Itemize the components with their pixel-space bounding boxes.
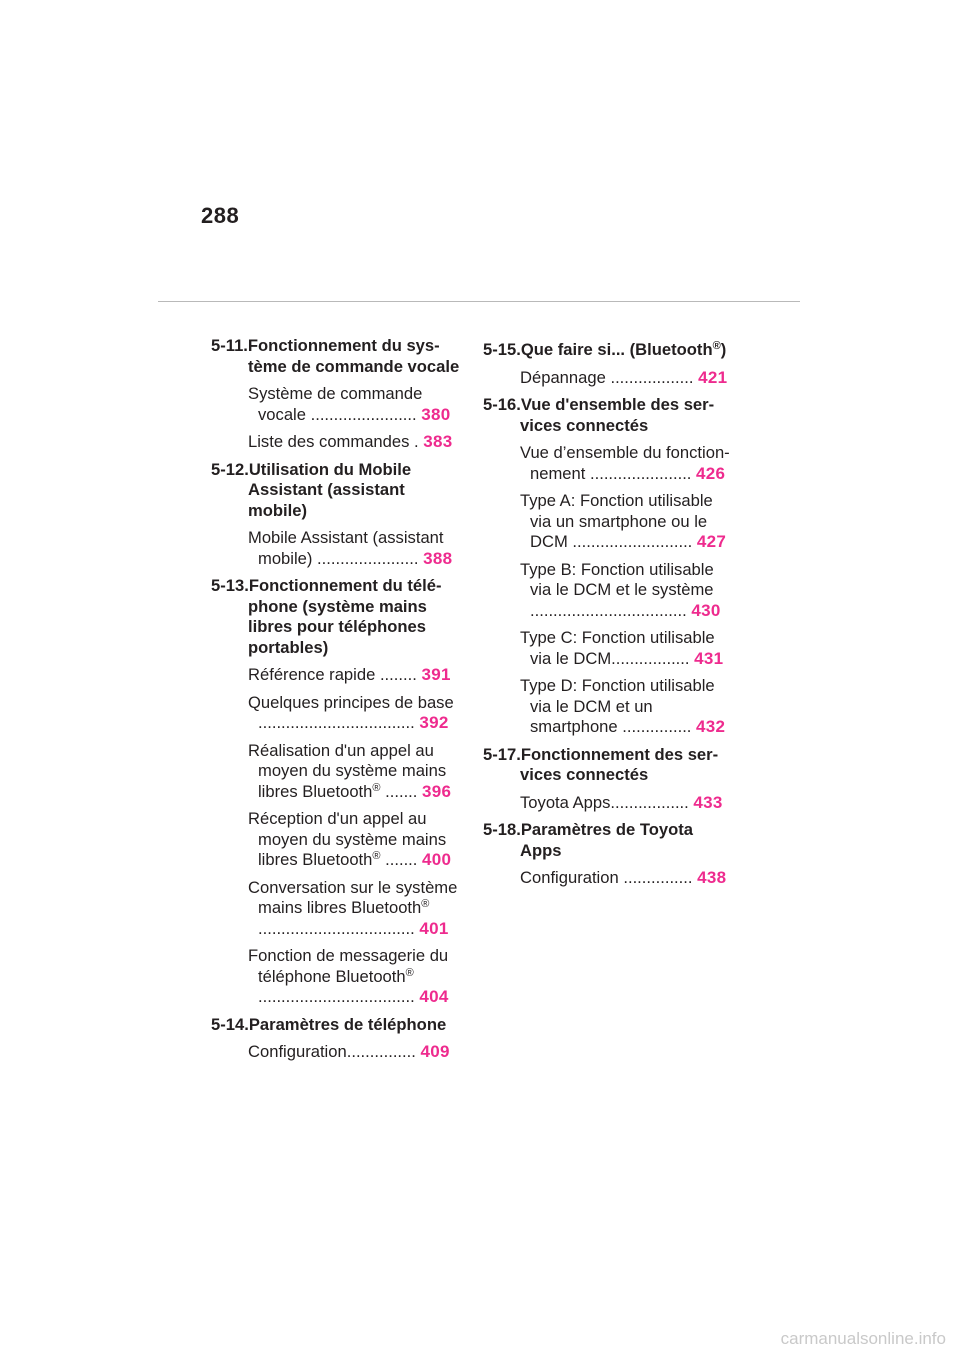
- toc-entry[interactable]: Système de commande vocale ....................... 380: [248, 384, 451, 424]
- page-link[interactable]: 430: [691, 600, 721, 620]
- registered-mark: ®: [405, 966, 414, 979]
- page-link[interactable]: 388: [423, 548, 453, 568]
- page-link[interactable]: 401: [419, 918, 449, 938]
- registered-mark: ®: [712, 340, 721, 352]
- toc-section-5-16: 5-16.Vue d'ensemble des ser-vices connectés: [483, 395, 715, 435]
- toc-entry[interactable]: Vue d’ensemble du fonction-nement ...................... 426: [520, 443, 730, 483]
- page-link[interactable]: 426: [696, 463, 726, 483]
- page-number: 288: [201, 203, 240, 228]
- toc-entry[interactable]: Réalisation d'un appel au moyen du système mains libres Bluetooth® ....... 396: [248, 740, 452, 801]
- toc-entry[interactable]: Toyota Apps................. 433: [520, 792, 723, 812]
- page-link[interactable]: 400: [422, 850, 452, 869]
- toc-left-column: [211, 336, 461, 1070]
- toc-entry[interactable]: Configuration ............... 438: [520, 868, 727, 887]
- registered-mark: ®: [372, 850, 381, 862]
- page-link[interactable]: 409: [420, 1042, 450, 1061]
- toc-section-5-13: 5-13.Fonctionnement du télé-phone (système mains libres pour téléphones portables): [211, 576, 442, 657]
- toc-section-5-15: 5-15.Que faire si... (Bluetooth®): [483, 340, 727, 359]
- toc-entry[interactable]: Type C: Fonction utilisable via le DCM................. 431: [520, 628, 724, 668]
- toc-entry[interactable]: Réception d'un appel au moyen du système mains libres Bluetooth® ....... 400: [248, 809, 452, 869]
- page-link[interactable]: 404: [419, 987, 449, 1006]
- page-link[interactable]: 396: [422, 781, 452, 801]
- toc-section-5-12: 5-12.Utilisation du Mobile Assistant (assistant mobile): [211, 459, 412, 520]
- registered-mark: ®: [421, 898, 430, 910]
- toc-section-5-14: 5-14.Paramètres de téléphone: [211, 1014, 447, 1034]
- page-link[interactable]: 438: [697, 868, 727, 887]
- page-link[interactable]: 392: [419, 713, 449, 732]
- toc-section-5-17: 5-17.Fonctionnement des ser-vices connectés: [483, 744, 719, 784]
- toc-entry[interactable]: Conversation sur le système mains libres Bluetooth® .................................. 401: [248, 877, 458, 938]
- page-link[interactable]: 427: [696, 532, 727, 551]
- page-link[interactable]: 432: [696, 717, 726, 736]
- toc-section-5-11: 5-11.Fonctionnement du sys-tème de commande vocale: [211, 336, 460, 376]
- toc-entry[interactable]: Fonction de messagerie du téléphone Bluetooth® .................................. 404: [248, 946, 449, 1006]
- page-link[interactable]: 433: [693, 792, 723, 812]
- registered-mark: ®: [372, 781, 381, 794]
- page-link[interactable]: 431: [694, 648, 724, 668]
- toc-entry[interactable]: Référence rapide ........ 391: [248, 665, 451, 684]
- page-link[interactable]: 421: [698, 367, 728, 387]
- page-link[interactable]: 391: [421, 665, 451, 684]
- toc-entry[interactable]: Configuration............... 409: [248, 1042, 450, 1061]
- toc-entry[interactable]: Type A: Fonction utilisable via un smartphone ou le DCM .......................... 427: [520, 491, 727, 551]
- page-link[interactable]: 380: [421, 404, 451, 424]
- header-divider: [158, 301, 800, 302]
- toc-right-column: [483, 340, 733, 896]
- watermark: carmanualsonline.info: [780, 1329, 946, 1348]
- toc-entry[interactable]: Mobile Assistant (assistant mobile) ...................... 388: [248, 528, 453, 568]
- toc-entry[interactable]: Type B: Fonction utilisable via le DCM et le système .................................. 430: [520, 559, 721, 620]
- page-link[interactable]: 383: [423, 432, 453, 451]
- toc-entry[interactable]: Type D: Fonction utilisable via le DCM et un smartphone ............... 432: [520, 676, 726, 736]
- toc-entry[interactable]: Liste des commandes . 383: [248, 432, 453, 451]
- toc-entry[interactable]: Quelques principes de base .................................. 392: [248, 692, 454, 732]
- toc-section-5-18: 5-18.Paramètres de Toyota Apps: [483, 820, 693, 860]
- toc-entry[interactable]: Dépannage .................. 421: [520, 367, 728, 387]
